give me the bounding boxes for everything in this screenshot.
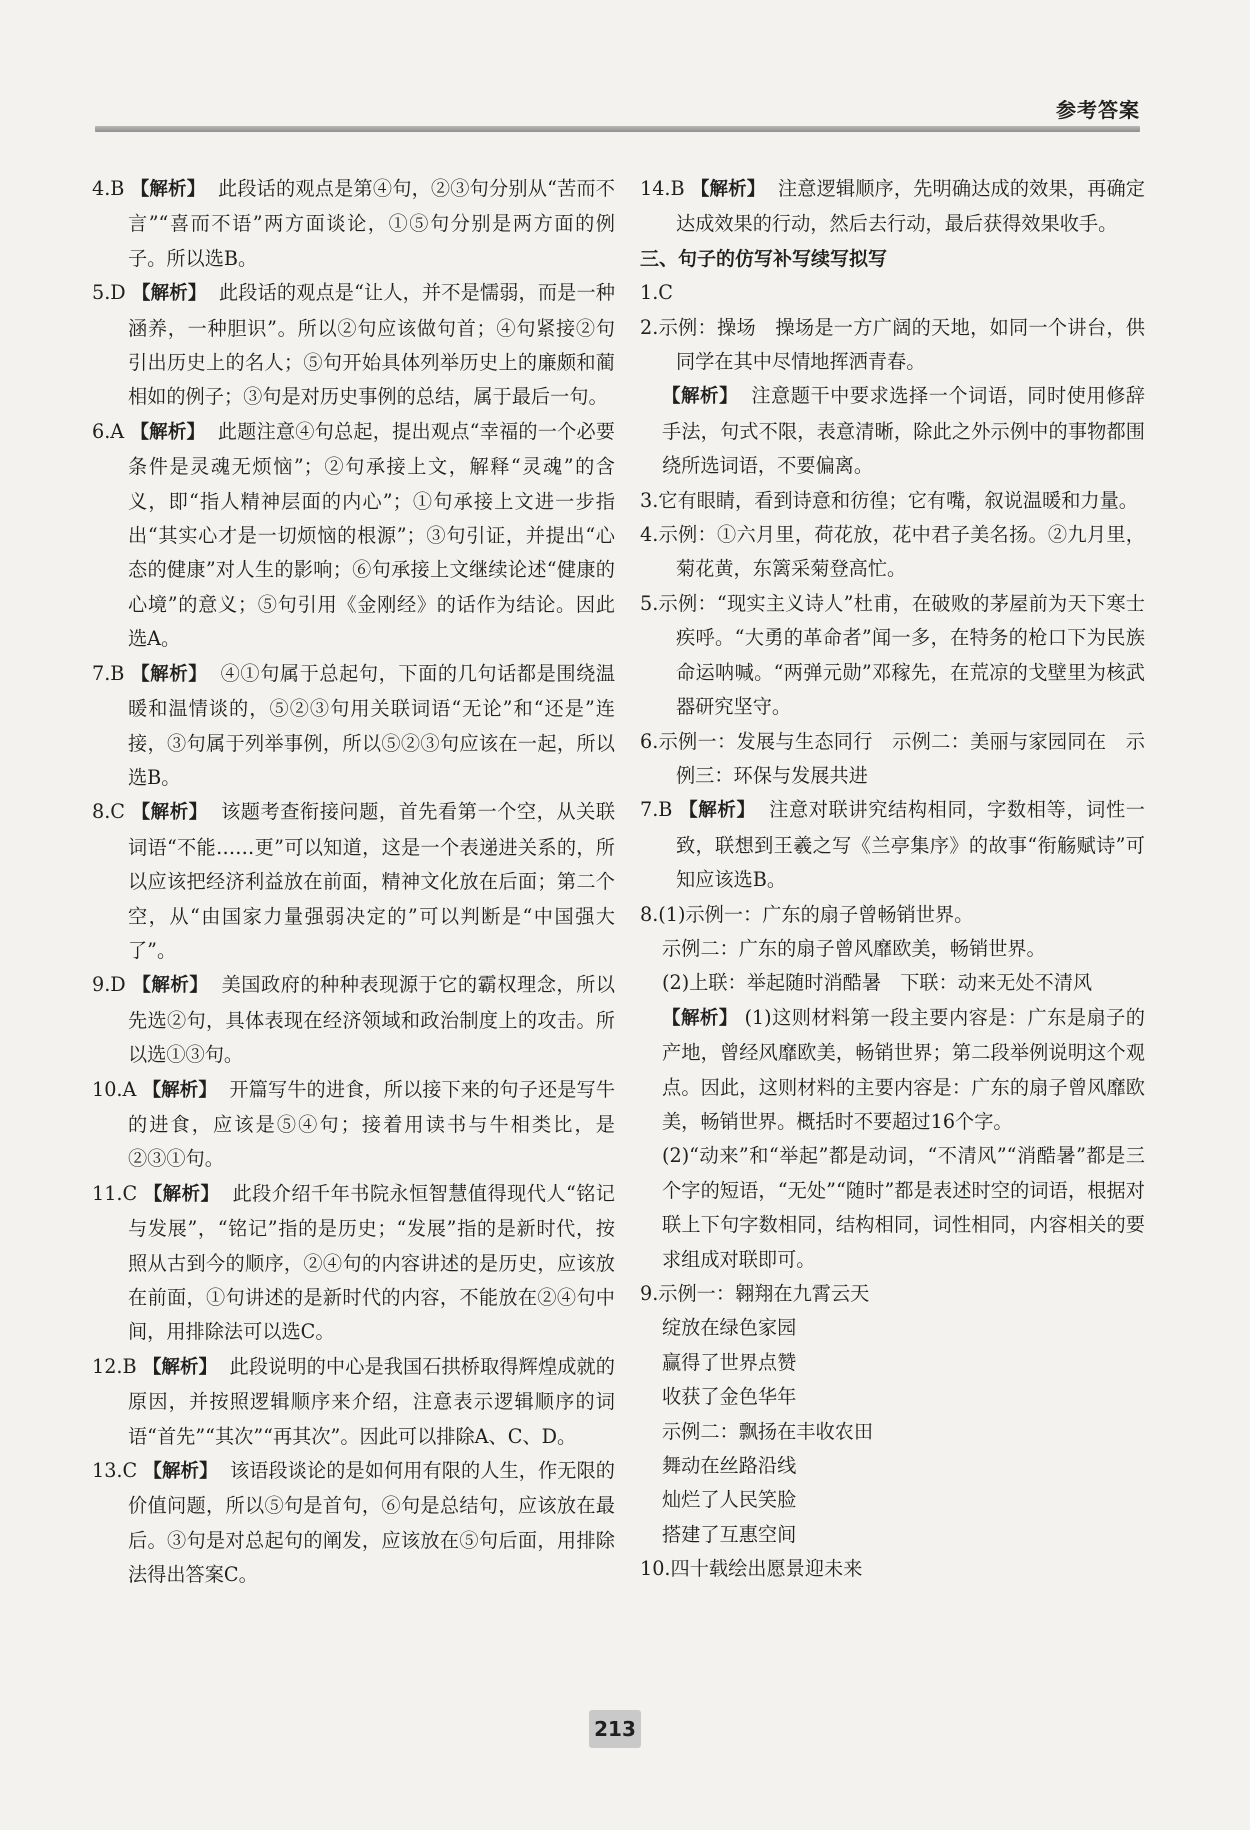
answer-item: 7.B 【解析】 ④①句属于总起句，下面的几句话都是围绕温暖和温情谈的，⑤②③句用关联词语“无论”和“还是”连接，③句属于列举事例，所以⑤②③句应该在一起，所以选B。	[92, 661, 616, 789]
answer-item: 5.示例：“现实主义诗人”杜甫，在破败的茅屋前为天下寒士疾呼。“大勇的革命者”闻一多，在特务的枪口下为民族命运呐喊。“两弹元勋”邓稼先，在荒凉的戈壁里为核武器研究坚守。	[640, 591, 1145, 719]
answer-item: 9.D 【解析】 美国政府的种种表现源于它的霸权理念，所以先选②句，具体表现在经济领域和政治制度上的攻击。所以选①③句。	[92, 973, 615, 1067]
answer-item: 6.示例一：发展与生态同行 示例二：美丽与家园同在 示例三：环保与发展共进	[640, 729, 1145, 787]
answer-item: 4.示例：①六月里，荷花放，花中君子美名扬。②九月里，菊花黄，东篱采菊登高忙。	[640, 523, 1145, 581]
answer-line: 舞动在丝路沿线	[662, 1454, 797, 1478]
header-rule	[95, 126, 1140, 132]
answer-item: 10.A 【解析】 开篇写牛的进食，所以接下来的句子还是写牛的进食，应该是⑤④句；接着用读书与牛相类比，是②③①句。	[92, 1077, 616, 1171]
answer-item: 8.(1)示例一：广东的扇子曾畅销世界。	[640, 902, 974, 926]
answer-item: 11.C 【解析】 此段介绍千年书院永恒智慧值得现代人“铭记与发展”，“铭记”指的是历史；“发展”指的是新时代，按照从古到今的顺序，②④句的内容讲述的是历史，应该放在前面，①句讲述的是新时代的内容，不能放在②④句中间，用排除法可以选C。	[92, 1181, 615, 1344]
header-title: 参考答案	[1056, 98, 1140, 122]
analysis-note: 【解析】 (1)这则材料第一段主要内容是：广东是扇子的产地，曾经风靡欧美，畅销世界；第二段举例说明这个观点。因此，这则材料的主要内容是：广东的扇子曾风靡欧美，畅销世界。概括时不要超过16个字。	[662, 1005, 1145, 1133]
answer-item: 5.D 【解析】 此段话的观点是“让人，并不是懦弱，而是一种涵养，一种胆识”。所以②句应该做句首；④句紧接②句引出历史上的名人；⑤句开始具体列举历史上的廉颇和蔺相如的例子；③句是对历史事例的总结，属于最后一句。	[92, 281, 615, 409]
answer-item: 14.B 【解析】 注意逻辑顺序，先明确达成的效果，再确定达成效果的行动，然后去行动，最后获得效果收手。	[640, 177, 1145, 236]
answer-item: 1.C	[640, 281, 673, 305]
answer-item: 6.A 【解析】 此题注意④句总起，提出观点“幸福的一个必要条件是灵魂无烦恼”；②句承接上文，解释“灵魂”的含义，即“指人精神层面的内心”；①句承接上文进一步指出“其实心才是一切烦恼的根源”；③句引证，并提出“心态的健康”对人生的影响；⑥句承接上文继续论述“健康的心境”的意义；⑤句引用《金刚经》的话作为结论。因此选A。	[92, 419, 615, 651]
answer-line: 绽放在绿色家园	[662, 1316, 797, 1340]
page-number: 213	[589, 1710, 641, 1748]
left-column	[92, 172, 615, 1593]
answer-item: 9.示例一：翱翔在九霄云天	[640, 1282, 870, 1305]
analysis-note: (2)“动来”和“举起”都是动词，“不清风”“消酷暑”都是三个字的短语，“无处”“随时”都是表述时空的词语，根据对联上下句字数相同，结构相同，词性相同，内容相关的要求组成对联即可。	[662, 1144, 1145, 1271]
answer-item: 13.C 【解析】 该语段谈论的是如何用有限的人生，作无限的价值问题，所以⑤句是首句，⑥句是总结句，应该放在最后。③句是对总起句的阐发，应该放在⑤句后面，用排除法得出答案C。	[92, 1459, 615, 1587]
answer-line: 灿烂了人民笑脸	[662, 1488, 797, 1512]
answer-item: 12.B 【解析】 此段说明的中心是我国石拱桥取得辉煌成就的原因，并按照逻辑顺序来介绍，注意表示逻辑顺序的词语“首先”“其次”“再其次”。因此可以排除A、C、D。	[92, 1354, 615, 1448]
answer-item: 7.B 【解析】 注意对联讲究结构相同，字数相等，词性一致，联想到王羲之写《兰亭集序》的故事“衔觞赋诗”可知应该选B。	[640, 798, 1145, 892]
analysis-note: 【解析】 注意题干中要求选择一个词语，同时使用修辞手法，句式不限，表意清晰，除此之外示例中的事物都围绕所选词语，不要偏离。	[662, 384, 1145, 478]
section-heading: 三、句子的仿写补写续写拟写	[640, 247, 888, 270]
answer-item: 10.四十载绘出愿景迎未来	[640, 1557, 863, 1581]
answer-item: 4.B 【解析】 此段话的观点是第④句，②③句分别从“苦而不言”“喜而不语”两方面谈论，①⑤句分别是两方面的例子。所以选B。	[92, 177, 615, 270]
answer-line: 示例二：飘扬在丰收农田	[662, 1419, 874, 1443]
answer-line: 赢得了世界点赞	[662, 1350, 797, 1374]
answer-line: 收获了金色华年	[662, 1385, 797, 1409]
answer-line: 搭建了互惠空间	[662, 1522, 797, 1546]
answer-item: 8.C 【解析】 该题考查衔接问题，首先看第一个空，从关联词语“不能……更”可以知道，这是一个表递进关系的，所以应该把经济利益放在前面，精神文化放在后面；第二个空，从“由国家力量强弱决定的”可以判断是“中国强大了”。	[92, 800, 616, 962]
right-column	[640, 172, 1145, 1587]
answer-line: 示例二：广东的扇子曾风靡欧美，畅销世界。	[662, 936, 1046, 960]
answer-item: 2.示例：操场 操场是一方广阔的天地，如同一个讲台，供同学在其中尽情地挥洒青春。	[640, 315, 1145, 374]
answer-line: (2)上联：举起随时消酷暑 下联：动来无处不清风	[662, 971, 1093, 995]
answer-item: 3.它有眼睛，看到诗意和彷徨；它有嘴，叙说温暖和力量。	[640, 488, 1138, 512]
